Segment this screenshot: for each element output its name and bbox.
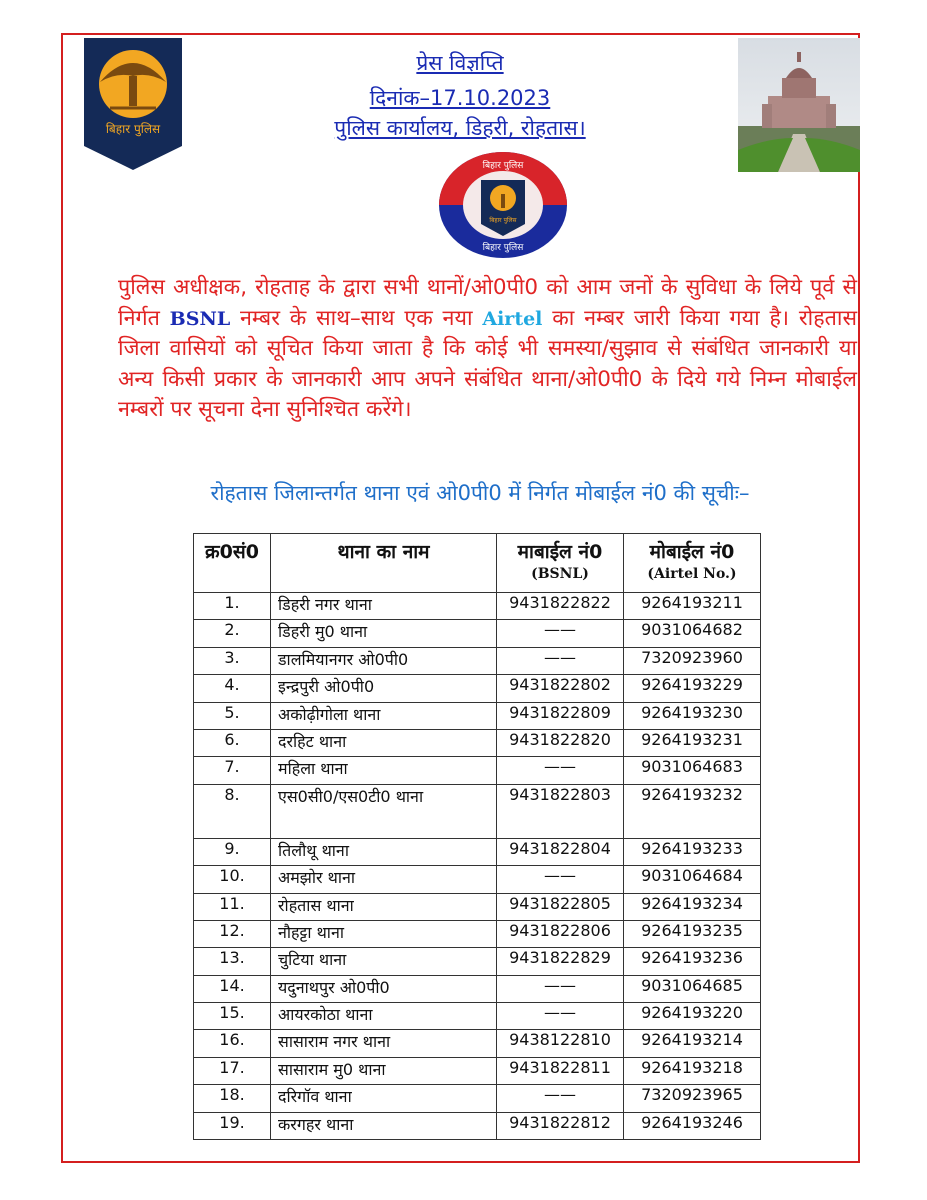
cell-bsnl: —— bbox=[497, 757, 624, 784]
mobile-number-table bbox=[193, 533, 761, 1140]
cell-station: सासाराम नगर थाना bbox=[271, 1030, 497, 1057]
temple-photo bbox=[738, 38, 860, 172]
cell-sno: 15. bbox=[194, 1003, 271, 1030]
col-header-airtel: मोबाईल नं0 (Airtel No.) bbox=[624, 534, 761, 593]
press-release-date: दिनांक–17.10.2023 bbox=[369, 86, 551, 110]
cell-sno: 19. bbox=[194, 1112, 271, 1139]
logo-top-text: बिहार पुलिस bbox=[482, 161, 524, 171]
logo-bottom-text: बिहार पुलिस bbox=[482, 243, 524, 253]
cell-bsnl: 9431822820 bbox=[497, 729, 624, 756]
cell-station: तिलौथू थाना bbox=[271, 838, 497, 865]
cell-airtel: 9031064683 bbox=[624, 757, 761, 784]
cell-airtel: 9264193235 bbox=[624, 920, 761, 947]
cell-airtel: 9264193246 bbox=[624, 1112, 761, 1139]
airtel-label: Airtel bbox=[482, 307, 543, 330]
cell-station: अमझोर थाना bbox=[271, 866, 497, 893]
cell-sno: 17. bbox=[194, 1057, 271, 1084]
cell-airtel: 9264193234 bbox=[624, 893, 761, 920]
cell-bsnl: —— bbox=[497, 1003, 624, 1030]
table-row bbox=[194, 866, 761, 893]
cell-station: करगहर थाना bbox=[271, 1112, 497, 1139]
table-row bbox=[194, 1057, 761, 1084]
cell-airtel: 9264193229 bbox=[624, 675, 761, 702]
cell-station: डालमियानगर ओ0पी0 bbox=[271, 647, 497, 674]
cell-bsnl: 9431822809 bbox=[497, 702, 624, 729]
bihar-police-round-logo bbox=[436, 150, 570, 260]
cell-airtel: 9264193220 bbox=[624, 1003, 761, 1030]
cell-station: रोहतास थाना bbox=[271, 893, 497, 920]
cell-airtel: 9031064685 bbox=[624, 975, 761, 1002]
cell-station: दरिगॉव थाना bbox=[271, 1085, 497, 1112]
cell-station: अकोढ़ीगोला थाना bbox=[271, 702, 497, 729]
table-row bbox=[194, 702, 761, 729]
cell-airtel: 9264193230 bbox=[624, 702, 761, 729]
cell-airtel: 9264193232 bbox=[624, 784, 761, 838]
cell-sno: 5. bbox=[194, 702, 271, 729]
bsnl-label: BSNL bbox=[169, 307, 231, 330]
cell-sno: 12. bbox=[194, 920, 271, 947]
cell-bsnl: 9431822804 bbox=[497, 838, 624, 865]
table-row bbox=[194, 620, 761, 647]
intro-paragraph: पुलिस अधीक्षक, रोहताह के द्वारा सभी थानों/ओ0पी0 को आम जनों के सुविधा के लिये पूर्व से निर्गत BSNL नम्बर के साथ–साथ एक नया Airtel का नम्बर जारी किया गया है। रोहतास जिला वासियों को सूचित किया जाता है कि कोई भी समस्या/सुझाव से संबंधित जानकारी या अन्य किसी प्रकार के जानकारी आप अपने संबंधित थाना/ओ0पी0 के दिये गये निम्न मोबाईल नम्बरों पर सूचना देना सुनिश्चित करेंगे। bbox=[118, 275, 857, 422]
col-header-bsnl: माबाईल नं0 (BSNL) bbox=[497, 534, 624, 593]
cell-station: आयरकोठा थाना bbox=[271, 1003, 497, 1030]
bihar-police-emblem bbox=[80, 36, 186, 172]
cell-station: सासाराम मु0 थाना bbox=[271, 1057, 497, 1084]
cell-sno: 16. bbox=[194, 1030, 271, 1057]
cell-sno: 13. bbox=[194, 948, 271, 975]
cell-bsnl: —— bbox=[497, 975, 624, 1002]
cell-sno: 6. bbox=[194, 729, 271, 756]
cell-airtel: 9264193218 bbox=[624, 1057, 761, 1084]
table-row bbox=[194, 675, 761, 702]
cell-station: एस0सी0/एस0टी0 थाना bbox=[271, 784, 497, 838]
table-row bbox=[194, 729, 761, 756]
cell-bsnl: —— bbox=[497, 620, 624, 647]
cell-airtel: 7320923965 bbox=[624, 1085, 761, 1112]
press-release-title: प्रेस विज्ञप्ति bbox=[416, 51, 504, 75]
cell-airtel: 9031064684 bbox=[624, 866, 761, 893]
cell-sno: 10. bbox=[194, 866, 271, 893]
table-row bbox=[194, 593, 761, 620]
cell-sno: 4. bbox=[194, 675, 271, 702]
table-row bbox=[194, 920, 761, 947]
cell-station: महिला थाना bbox=[271, 757, 497, 784]
cell-sno: 14. bbox=[194, 975, 271, 1002]
table-row bbox=[194, 975, 761, 1002]
cell-airtel: 9264193231 bbox=[624, 729, 761, 756]
cell-sno: 2. bbox=[194, 620, 271, 647]
cell-airtel: 9264193214 bbox=[624, 1030, 761, 1057]
cell-bsnl: —— bbox=[497, 647, 624, 674]
cell-sno: 9. bbox=[194, 838, 271, 865]
table-header-row bbox=[194, 534, 761, 593]
table-row bbox=[194, 757, 761, 784]
cell-bsnl: 9431822811 bbox=[497, 1057, 624, 1084]
table-row bbox=[194, 1085, 761, 1112]
cell-sno: 18. bbox=[194, 1085, 271, 1112]
cell-station: दरहिट थाना bbox=[271, 729, 497, 756]
emblem-text: बिहार पुलिस bbox=[105, 122, 161, 136]
col-header-sno: क्र0सं0 bbox=[194, 534, 271, 593]
cell-bsnl: 9438122810 bbox=[497, 1030, 624, 1057]
cell-airtel: 9264193211 bbox=[624, 593, 761, 620]
col-header-station: थाना का नाम bbox=[271, 534, 497, 593]
cell-airtel: 9031064682 bbox=[624, 620, 761, 647]
cell-station: डिहरी नगर थाना bbox=[271, 593, 497, 620]
cell-station: डिहरी मु0 थाना bbox=[271, 620, 497, 647]
cell-airtel: 9264193233 bbox=[624, 838, 761, 865]
cell-station: यदुनाथपुर ओ0पी0 bbox=[271, 975, 497, 1002]
cell-bsnl: 9431822822 bbox=[497, 593, 624, 620]
cell-station: इन्द्रपुरी ओ0पी0 bbox=[271, 675, 497, 702]
office-address: पुलिस कार्यालय, डिहरी, रोहतास। bbox=[334, 116, 586, 140]
table-row bbox=[194, 893, 761, 920]
cell-bsnl: 9431822805 bbox=[497, 893, 624, 920]
cell-bsnl: 9431822812 bbox=[497, 1112, 624, 1139]
cell-sno: 3. bbox=[194, 647, 271, 674]
table-row bbox=[194, 647, 761, 674]
cell-sno: 7. bbox=[194, 757, 271, 784]
table-row bbox=[194, 1112, 761, 1139]
table-row bbox=[194, 1003, 761, 1030]
table-row bbox=[194, 1030, 761, 1057]
cell-station: चुटिया थाना bbox=[271, 948, 497, 975]
table-row bbox=[194, 948, 761, 975]
cell-sno: 8. bbox=[194, 784, 271, 838]
table-row bbox=[194, 838, 761, 865]
cell-station: नौहट्टा थाना bbox=[271, 920, 497, 947]
cell-sno: 1. bbox=[194, 593, 271, 620]
cell-sno: 11. bbox=[194, 893, 271, 920]
cell-airtel: 9264193236 bbox=[624, 948, 761, 975]
cell-bsnl: 9431822803 bbox=[497, 784, 624, 838]
cell-bsnl: —— bbox=[497, 1085, 624, 1112]
logo-inner-text: बिहार पुलिस bbox=[489, 217, 517, 224]
cell-airtel: 7320923960 bbox=[624, 647, 761, 674]
cell-bsnl: 9431822829 bbox=[497, 948, 624, 975]
cell-bsnl: —— bbox=[497, 866, 624, 893]
table-row bbox=[194, 784, 761, 838]
cell-bsnl: 9431822802 bbox=[497, 675, 624, 702]
list-subtitle: रोहतास जिलान्तर्गत थाना एवं ओ0पी0 में निर्गत मोबाईल नं0 की सूचीः– bbox=[210, 481, 750, 505]
cell-bsnl: 9431822806 bbox=[497, 920, 624, 947]
